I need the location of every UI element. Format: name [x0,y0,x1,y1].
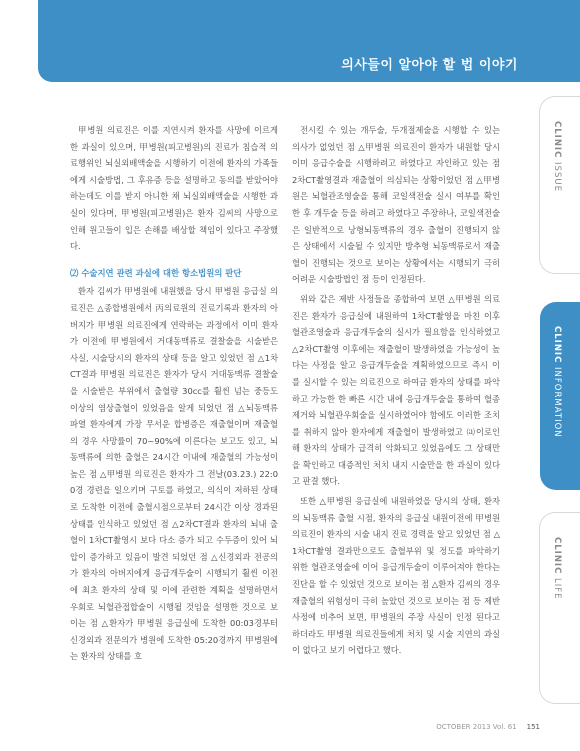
page-number: 151 [526,723,540,731]
right-column [292,122,500,662]
left-paragraph-2: 환자 김씨가 甲병원에 내원했을 당시 甲병원 응급실 의료진은 △종합병원에서 丙의료원의 진료기록과 환자의 아버지가 甲병원 의료진에게 연락하는 과정에서 이미 환자가 이전에 甲병원에서 거대동맥류로 결찰술을 시술받은 사실, 시술당시의 환자의 상태 등을 알고 있었던 점 △1차CT결과 甲병원 의료진은 환자가 당시 거대동맥류 결찰술을 시술받은 부위에서 출혈량 30cc를 훨씬 넘는 중등도 이상의 염상출혈이 있었음을 알게 되었던 점 △뇌동맥류 파열 환자에게 가장 무서운 합병증은 재출혈이며 재출혈의 경우 사망률이 70~90%에 이른다는 보고도 있고, 뇌동맥류에 의한 출혈은 24시간 이내에 재출혈의 가능성이 높은 점 △甲병원 의료진은 환자가 그 전날(03.23.) 22:00경 경련을 일으키며 구토를 하였고, 의식이 저하된 상태로 도착한 이전에 출혈시점으로부터 24시간 이상 경과된 상태를 인식하고 있었던 점 △2차CT결과 환자의 뇌내 출혈이 1차CT촬영시 보다 다소 증가 되고 수두증이 있어 뇌압이 증가하고 있음이 발견 되었던 점 △신경외과 전공의가 환자의 아버지에게 응급개두술이 시행되기 훨씬 이전에 최초 환자의 상태 및 이에 관련한 계획을 설명하면서 우회로 뇌혈관접합술이 시행될 것임을 설명한 것으로 보이는 점 △환자가 甲병원 응급실에 도착한 00:03경부터 신경외과 전문의가 병원에 도착한 05:20경까지 甲병원에는 환자의 상태를 호 [70,286,278,662]
left-paragraph-1: 甲병원 의료진은 이를 지연시켜 환자를 사망에 이르게 한 과실이 있으며, 甲병원(피고병원)의 진료가 침습적 의료행위인 뇌실외배액술을 시행하기 이전에 환자의 가족들에게 시술방법, 그 후유증 등을 설명하고 동의를 받았어야 하는데도 이를 받지 아니한 채 뇌실외배액술을 시행한 과실이 있다며, 甲병원(피고병원)은 환자 김씨의 사망으로 인해 원고들이 입은 손해를 배상할 책임이 있다고 주장했다. [70,125,278,252]
tab-clinic-life[interactable] [539,512,580,704]
tab-clinic-information-label: CLINIC INFORMATION [552,326,562,438]
page-footer [436,723,540,731]
tab-clinic-issue-label: CLINIC ISSUE [552,121,562,192]
section-subhead: ⑵ 수술지연 관련 과실에 대한 항소법원의 판단 [70,267,242,278]
tab-clinic-life-label: CLINIC LIFE [552,537,562,600]
issue-label: OCTOBER 2013 Vol. 61 [436,723,517,731]
left-column [70,122,278,668]
header-band [0,0,580,90]
tab-clinic-issue[interactable] [539,96,580,274]
tab-clinic-information[interactable] [540,302,580,490]
right-paragraph-1: 전시킬 수 있는 개두술, 두개절제술을 시행할 수 있는 의사가 없었던 점 △甲병원 의료진이 환자가 내원할 당시 이미 응급수술을 시행하려고 하였다고 자인하고 있는 점 2차CT촬영결과 재출혈이 의심되는 상황이었던 점 △甲병원은 뇌혈관조영술을 통해 코일색전술 실시 여부를 확인한 후 개두술 등을 하려고 하였다고 주장하나, 코일색전술은 일반적으로 낭형뇌동맥류의 경우 출혈이 진행되지 않은 상태에서 시술될 수 있지만 방추형 뇌동맥류로서 재출혈이 진행되는 것으로 보이는 상황에서는 시행되기 극히 어려운 시술방법인 점 등이 인정된다. [292,125,500,285]
header-tab [38,0,580,82]
page-title: 의사들이 알아야 할 법 이야기 [341,58,518,73]
right-paragraph-2: 위와 같은 제반 사정들을 종합하여 보면 △甲병원 의료진은 환자가 응급실에 내원하여 1차CT촬영을 마친 이후 혈관조영술과 응급개두술의 실시가 필요함을 인식하였고 △2차CT촬영 이후에는 재출혈이 발생하였을 가능성이 높다는 사정을 알고 응급개두술을 계획하였으므로 즉시 이를 실시할 수 있는 의료진으로 하여금 환자의 상태를 파악하고 가능한 한 빠른 시간 내에 응급개두술을 통하여 혈종제거와 뇌혈관우회술을 실시하였어야 함에도 이러한 조치를 취하지 않아 환자에게 재출혈이 발생하였고 ⒜이로인해 환자의 상태가 급격히 악화되고 있었음에도 그 상태만을 확인하고 대증적인 처치 내지 시술만을 한 과실이 있다고 판결 했다. [292,293,500,487]
right-paragraph-3: 또한 △甲병원 응급실에 내원하였을 당시의 상태, 환자의 뇌동맥류 출혈 시점, 환자의 응급실 내원이전에 甲병원 의료진이 환자의 시술 내지 진료 경력을 알고 있었던 점 △1차CT촬영 결과만으로도 출혈부위 및 정도를 파악하기 위한 혈관조영술에 이어 응급개두술이 이루어져야 한다는 진단을 할 수 있었던 것으로 보이는 점 △환자 김씨의 경우 재출혈의 위험성이 극히 높았던 것으로 보이는 점 등 제반 사정에 비추어 보면, 甲병원의 주장 사실이 인정 된다고 하더라도 甲병원 의료진들에게 처치 및 시술 지연의 과실이 없다고 보기 어렵다고 했다. [292,496,500,656]
